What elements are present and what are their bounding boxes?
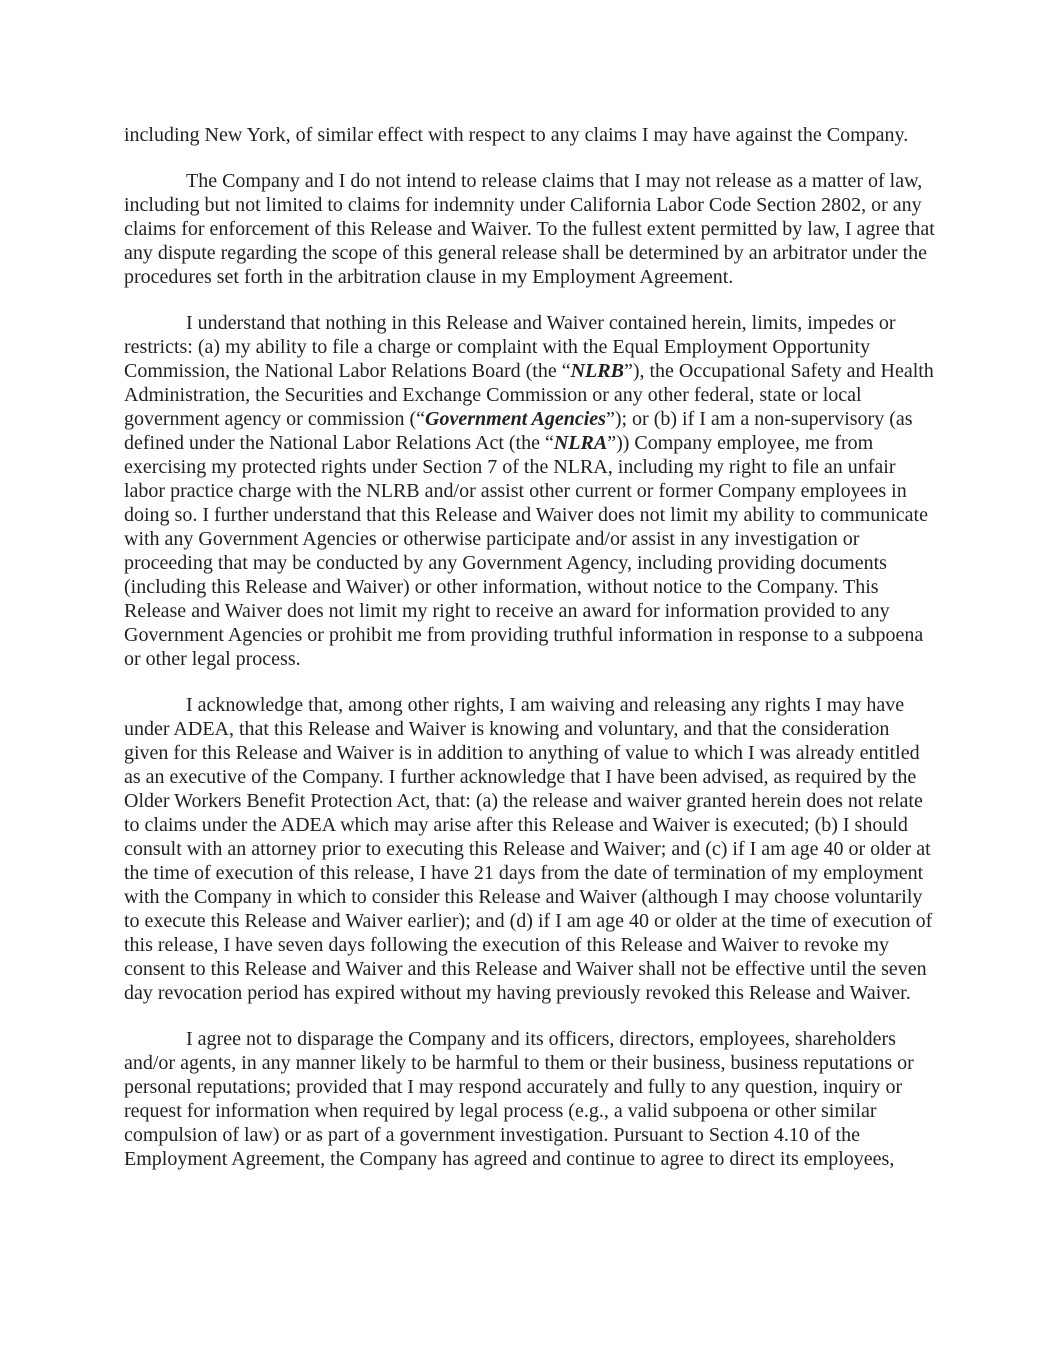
defined-term-nlra: NLRA: [553, 432, 608, 454]
paragraph-continuation: including New York, of similar effect with respect to any claims I may have against the Company.: [124, 124, 909, 146]
defined-term-nlrb: NLRB: [570, 360, 624, 382]
paragraph-segment: ”), the Occupational Safety and Health Administration, the Securities and Exchange Commission or any other federal, state or local government agency or commission (“: [124, 360, 934, 430]
paragraph-segment: ”); or (b) if I am a non-supervisory (as defined under the National Labor Relations Act (the “: [124, 408, 913, 454]
paragraph-segment: I understand that nothing in this Release and Waiver contained herein, limits, impedes or restricts: (a) my ability to file a charge or complaint with the Equal Employment Opportunity Commission, the National Labor Relations Board (the “: [124, 312, 896, 382]
paragraph-excluded-claims: The Company and I do not intend to release claims that I may not release as a matter of law, including but not limited to claims for indemnity under California Labor Code Section 2802, or any claims for enforcement of this Release and Waiver. To the fullest extent permitted by law, I agree that any dispute regarding the scope of this general release shall be determined by an arbitrator under the procedures set forth in the arbitration clause in my Employment Agreement.: [124, 170, 935, 288]
paragraph-segment: ”)) Company employee, me from exercising my protected rights under Section 7 of the NLRA, including my right to file an unfair labor practice charge with the NLRB and/or assist other current or former Company employees in doing so. I further understand that this Release and Waiver does not limit my ability to communicate with any Government Agencies or otherwise participate and/or assist in any investigation or proceeding that may be conducted by any Government Agency, including providing documents (including this Release and Waiver) or other information, without notice to the Company. This Release and Waiver does not limit my right to receive an award for information provided to any Government Agencies or prohibit me from providing truthful information in response to a subpoena or other legal process.: [124, 432, 928, 670]
defined-term-government-agencies: Government Agencies: [425, 408, 606, 430]
paragraph-adea-acknowledgment: I acknowledge that, among other rights, I am waiving and releasing any rights I may have under ADEA, that this Release and Waiver is knowing and voluntary, and that the consideration given for this Release and Waiver is in addition to anything of value to which I was already entitled as an executive of the Company. I further acknowledge that I have been advised, as required by the Older Workers Benefit Protection Act, that: (a) the release and waiver granted herein does not relate to claims under the ADEA which may arise after this Release and Waiver is executed; (b) I should consult with an attorney prior to executing this Release and Waiver; and (c) if I am age 40 or older at the time of execution of this release, I have 21 days from the date of termination of my employment with the Company in which to consider this Release and Waiver (although I may choose voluntarily to execute this Release and Waiver earlier); and (d) if I am age 40 or older at the time of execution of this release, I have seven days following the execution of this Release and Waiver to revoke my consent to this Release and Waiver and this Release and Waiver shall not be effective until the seven day revocation period has expired without my having previously revoked this Release and Waiver.: [124, 694, 933, 1004]
paragraph-protected-rights: [124, 311, 936, 671]
document-body: [124, 123, 936, 1193]
paragraph-non-disparagement: I agree not to disparage the Company and its officers, directors, employees, shareholders and/or agents, in any manner likely to be harmful to them or their business, business reputations or personal reputations; provided that I may respond accurately and fully to any question, inquiry or request for information when required by legal process (e.g., a valid subpoena or other similar compulsion of law) or as part of a government investigation. Pursuant to Section 4.10 of the Employment Agreement, the Company has agreed and continue to agree to direct its employees,: [124, 1028, 914, 1170]
